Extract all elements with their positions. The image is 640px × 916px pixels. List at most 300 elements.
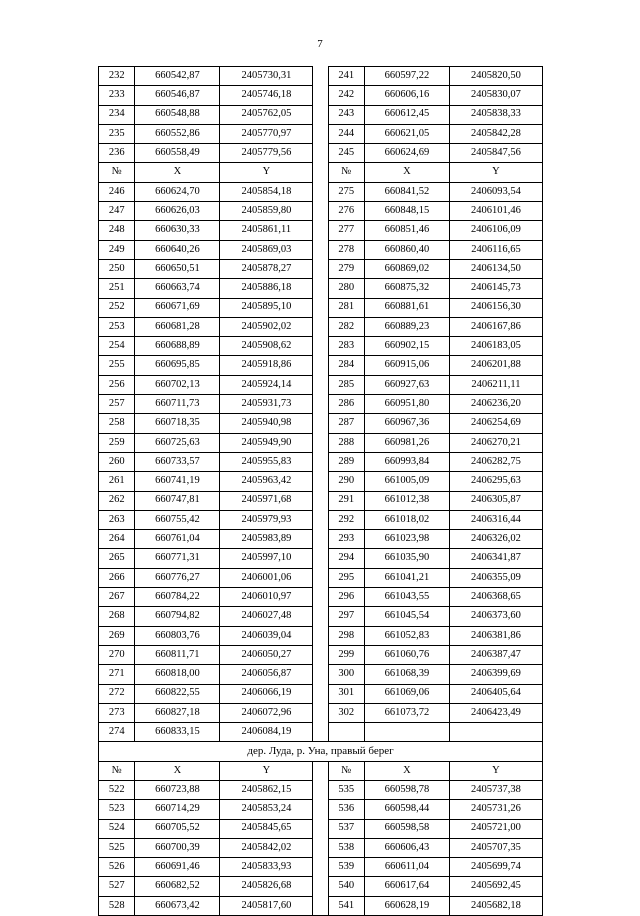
number-header: № xyxy=(99,163,135,182)
x-coordinate-cell: 660681,28 xyxy=(135,317,220,336)
y-coordinate-cell: 2406316,44 xyxy=(449,510,542,529)
table-row xyxy=(99,67,543,86)
x-coordinate-cell: 660598,58 xyxy=(364,819,449,838)
table-row xyxy=(99,800,543,819)
x-coordinate-cell: 660700,39 xyxy=(135,838,220,857)
table-row xyxy=(99,182,543,201)
point-number-cell: 262 xyxy=(99,491,135,510)
point-number-cell: 242 xyxy=(328,86,364,105)
x-coordinate-cell: 661041,21 xyxy=(364,568,449,587)
column-gap xyxy=(313,240,328,259)
point-number-cell: 526 xyxy=(99,858,135,877)
x-coordinate-cell: 660606,16 xyxy=(364,86,449,105)
x-coordinate-cell: 660617,64 xyxy=(364,877,449,896)
y-coordinate-cell: 2406145,73 xyxy=(449,279,542,298)
x-coordinate-cell: 660626,03 xyxy=(135,202,220,221)
point-number-cell: 298 xyxy=(328,626,364,645)
x-coordinate-cell: 660723,88 xyxy=(135,780,220,799)
y-coordinate-cell: 2406368,65 xyxy=(449,588,542,607)
x-coordinate-cell: 660875,32 xyxy=(364,279,449,298)
x-coordinate-cell: 660546,87 xyxy=(135,86,220,105)
x-coordinate-cell: 660671,69 xyxy=(135,298,220,317)
point-number-cell: 276 xyxy=(328,202,364,221)
y-coordinate-cell: 2406027,48 xyxy=(220,607,313,626)
x-coordinate-cell: 660761,04 xyxy=(135,530,220,549)
x-coordinate-cell: 660688,89 xyxy=(135,337,220,356)
column-gap xyxy=(313,645,328,664)
x-coordinate-cell: 660833,15 xyxy=(135,723,220,742)
point-number-cell: 267 xyxy=(99,588,135,607)
table-row xyxy=(99,124,543,143)
x-coordinate-cell: 660889,23 xyxy=(364,317,449,336)
table-row xyxy=(99,588,543,607)
x-coordinate-cell: 661012,38 xyxy=(364,491,449,510)
y-coordinate-cell: 2406101,46 xyxy=(449,202,542,221)
point-number-cell: 301 xyxy=(328,684,364,703)
x-coordinate-cell: 661005,09 xyxy=(364,472,449,491)
column-gap xyxy=(313,67,328,86)
point-number-cell: 278 xyxy=(328,240,364,259)
x-coordinate-cell: 661069,06 xyxy=(364,684,449,703)
table-row xyxy=(99,607,543,626)
x-coordinate-cell: 660776,27 xyxy=(135,568,220,587)
x-coordinate-cell: 660851,46 xyxy=(364,221,449,240)
x-coordinate-cell: 660733,57 xyxy=(135,452,220,471)
x-coordinate-cell: 660624,69 xyxy=(364,144,449,163)
column-gap xyxy=(313,105,328,124)
point-number-cell: 249 xyxy=(99,240,135,259)
table-row xyxy=(99,221,543,240)
table-row xyxy=(99,858,543,877)
point-number-cell: 257 xyxy=(99,395,135,414)
table-row xyxy=(99,530,543,549)
table-row xyxy=(99,626,543,645)
x-coordinate-cell: 660794,82 xyxy=(135,607,220,626)
y-coordinate-cell: 2405692,45 xyxy=(449,877,542,896)
point-number-cell: 527 xyxy=(99,877,135,896)
point-number-cell: 269 xyxy=(99,626,135,645)
y-coordinate-cell: 2406010,97 xyxy=(220,588,313,607)
point-number-cell: 537 xyxy=(328,819,364,838)
point-number-cell: 541 xyxy=(328,896,364,915)
column-gap xyxy=(313,819,328,838)
y-coordinate-cell: 2406423,49 xyxy=(449,703,542,722)
y-coordinate-cell: 2405997,10 xyxy=(220,549,313,568)
x-coordinate-cell: 660624,70 xyxy=(135,182,220,201)
table-row xyxy=(99,337,543,356)
y-coordinate-cell: 2406254,69 xyxy=(449,414,542,433)
y-coordinate-cell: 2405869,03 xyxy=(220,240,313,259)
column-gap xyxy=(313,472,328,491)
y-coordinate-cell: 2406056,87 xyxy=(220,665,313,684)
point-number-cell: 233 xyxy=(99,86,135,105)
x-coordinate-cell: 660803,76 xyxy=(135,626,220,645)
point-number-cell: 255 xyxy=(99,356,135,375)
column-gap xyxy=(313,163,328,182)
point-number-cell: 296 xyxy=(328,588,364,607)
y-coordinate-cell: 2406106,09 xyxy=(449,221,542,240)
column-gap xyxy=(313,86,328,105)
x-coordinate-cell: 660598,78 xyxy=(364,780,449,799)
x-coordinate-cell: 660673,42 xyxy=(135,896,220,915)
point-number-cell: 282 xyxy=(328,317,364,336)
y-coordinate-cell: 2406305,87 xyxy=(449,491,542,510)
point-number-cell: 300 xyxy=(328,665,364,684)
y-coordinate-cell: 2405826,68 xyxy=(220,877,313,896)
point-number-cell: 263 xyxy=(99,510,135,529)
table-row xyxy=(99,356,543,375)
y-coordinate-cell: 2405979,93 xyxy=(220,510,313,529)
column-gap xyxy=(313,433,328,452)
table-row xyxy=(99,703,543,722)
x-coordinate-cell: 660705,52 xyxy=(135,819,220,838)
y-coordinate-cell: 2406405,64 xyxy=(449,684,542,703)
point-number-cell: 275 xyxy=(328,182,364,201)
table-row xyxy=(99,549,543,568)
x-coordinate-cell: 660848,15 xyxy=(364,202,449,221)
table-row xyxy=(99,395,543,414)
y-coordinate-cell: 2406373,60 xyxy=(449,607,542,626)
y-coordinate-cell: 2405859,80 xyxy=(220,202,313,221)
table-row xyxy=(99,240,543,259)
point-number-cell: 234 xyxy=(99,105,135,124)
x-coordinate-cell: 660714,29 xyxy=(135,800,220,819)
x-coordinate-cell: 660621,05 xyxy=(364,124,449,143)
column-gap xyxy=(313,780,328,799)
x-coordinate-cell: 660598,44 xyxy=(364,800,449,819)
y-coordinate-cell: 2405924,14 xyxy=(220,375,313,394)
x-coordinate-cell: 660841,52 xyxy=(364,182,449,201)
y-header: Y xyxy=(220,761,313,780)
x-header: X xyxy=(364,163,449,182)
x-coordinate-cell: 660967,36 xyxy=(364,414,449,433)
point-number-cell: 289 xyxy=(328,452,364,471)
point-number-cell: 271 xyxy=(99,665,135,684)
x-coordinate-cell: 660951,80 xyxy=(364,395,449,414)
x-coordinate-cell: 661052,83 xyxy=(364,626,449,645)
point-number-cell: 261 xyxy=(99,472,135,491)
column-gap xyxy=(313,182,328,201)
y-coordinate-cell: 2406134,50 xyxy=(449,259,542,278)
x-coordinate-cell: 660725,63 xyxy=(135,433,220,452)
point-number-cell: 264 xyxy=(99,530,135,549)
y-coordinate-cell: 2405886,18 xyxy=(220,279,313,298)
x-coordinate-cell: 660881,61 xyxy=(364,298,449,317)
point-number-cell: 297 xyxy=(328,607,364,626)
point-number-cell: 247 xyxy=(99,202,135,221)
x-header: X xyxy=(364,761,449,780)
y-coordinate-cell: 2406295,63 xyxy=(449,472,542,491)
y-coordinate-cell: 2405940,98 xyxy=(220,414,313,433)
table-row xyxy=(99,317,543,336)
x-coordinate-cell: 660691,46 xyxy=(135,858,220,877)
header-row xyxy=(99,761,543,780)
point-number-cell: 272 xyxy=(99,684,135,703)
point-number-cell: 274 xyxy=(99,723,135,742)
column-gap xyxy=(313,491,328,510)
x-coordinate-cell: 660981,26 xyxy=(364,433,449,452)
x-coordinate-cell: 660993,84 xyxy=(364,452,449,471)
column-gap xyxy=(313,588,328,607)
point-number-cell: 528 xyxy=(99,896,135,915)
point-number-cell: 236 xyxy=(99,144,135,163)
point-number-cell: 294 xyxy=(328,549,364,568)
table-row xyxy=(99,819,543,838)
y-coordinate-cell: 2405949,90 xyxy=(220,433,313,452)
point-number-cell: 253 xyxy=(99,317,135,336)
y-coordinate-cell: 2405770,97 xyxy=(220,124,313,143)
point-number-cell: 290 xyxy=(328,472,364,491)
y-coordinate-cell: 2406001,06 xyxy=(220,568,313,587)
column-gap xyxy=(313,549,328,568)
y-coordinate-cell: 2406270,21 xyxy=(449,433,542,452)
column-gap xyxy=(313,877,328,896)
x-coordinate-cell: 661023,98 xyxy=(364,530,449,549)
y-coordinate-cell: 2405878,27 xyxy=(220,259,313,278)
y-coordinate-cell: 2405931,73 xyxy=(220,395,313,414)
point-number-cell: 291 xyxy=(328,491,364,510)
y-coordinate-cell: 2405820,50 xyxy=(449,67,542,86)
point-number-cell: 256 xyxy=(99,375,135,394)
table-row xyxy=(99,723,543,742)
x-coordinate-cell: 660650,51 xyxy=(135,259,220,278)
table-row xyxy=(99,144,543,163)
header-row xyxy=(99,163,543,182)
point-number-cell: 232 xyxy=(99,67,135,86)
column-gap xyxy=(313,221,328,240)
table-row xyxy=(99,568,543,587)
y-coordinate-cell: 2406201,88 xyxy=(449,356,542,375)
column-gap xyxy=(313,395,328,414)
x-coordinate-cell: 660822,55 xyxy=(135,684,220,703)
y-coordinate-cell: 2406282,75 xyxy=(449,452,542,471)
y-coordinate-cell: 2406341,87 xyxy=(449,549,542,568)
y-coordinate-cell: 2405842,28 xyxy=(449,124,542,143)
y-header: Y xyxy=(449,761,542,780)
x-coordinate-cell: 660747,81 xyxy=(135,491,220,510)
point-number-cell: 299 xyxy=(328,645,364,664)
x-coordinate-cell: 661073,72 xyxy=(364,703,449,722)
column-gap xyxy=(313,144,328,163)
point-number-cell: 285 xyxy=(328,375,364,394)
x-coordinate-cell: 660558,49 xyxy=(135,144,220,163)
y-coordinate-cell: 2405963,42 xyxy=(220,472,313,491)
point-number-cell: 286 xyxy=(328,395,364,414)
table-row xyxy=(99,452,543,471)
y-coordinate-cell: 2406236,20 xyxy=(449,395,542,414)
y-coordinate-cell: 2406381,86 xyxy=(449,626,542,645)
column-gap xyxy=(313,414,328,433)
y-coordinate-cell: 2405817,60 xyxy=(220,896,313,915)
x-coordinate-cell: 660548,88 xyxy=(135,105,220,124)
y-coordinate-cell: 2405853,24 xyxy=(220,800,313,819)
y-coordinate-cell: 2405721,00 xyxy=(449,819,542,838)
column-gap xyxy=(313,317,328,336)
x-coordinate-cell: 661018,02 xyxy=(364,510,449,529)
x-coordinate-cell: 660811,71 xyxy=(135,645,220,664)
table-row xyxy=(99,510,543,529)
y-coordinate-cell: 2405854,18 xyxy=(220,182,313,201)
column-gap xyxy=(313,124,328,143)
column-gap xyxy=(313,800,328,819)
y-coordinate-cell: 2405971,68 xyxy=(220,491,313,510)
y-coordinate-cell: 2406093,54 xyxy=(449,182,542,201)
y-coordinate-cell: 2406387,47 xyxy=(449,645,542,664)
x-coordinate-cell: 660869,02 xyxy=(364,259,449,278)
point-number-cell: 540 xyxy=(328,877,364,896)
table-row xyxy=(99,896,543,915)
y-coordinate-cell: 2406183,05 xyxy=(449,337,542,356)
x-coordinate-cell: 661043,55 xyxy=(364,588,449,607)
point-number-cell: 252 xyxy=(99,298,135,317)
column-gap xyxy=(313,530,328,549)
y-coordinate-cell: 2405842,02 xyxy=(220,838,313,857)
x-coordinate-cell: 660755,42 xyxy=(135,510,220,529)
y-coordinate-cell: 2406167,86 xyxy=(449,317,542,336)
y-coordinate-cell: 2405861,11 xyxy=(220,221,313,240)
point-number-cell: 536 xyxy=(328,800,364,819)
point-number-cell: 295 xyxy=(328,568,364,587)
y-coordinate-cell: 2405830,07 xyxy=(449,86,542,105)
y-coordinate-cell xyxy=(449,723,542,742)
section-caption: дер. Луда, р. Уна, правый берег xyxy=(99,742,543,761)
table-row xyxy=(99,298,543,317)
point-number-cell: 287 xyxy=(328,414,364,433)
point-number-cell: 265 xyxy=(99,549,135,568)
point-number-cell: 250 xyxy=(99,259,135,278)
point-number-cell: 283 xyxy=(328,337,364,356)
page-number: 7 xyxy=(317,38,323,50)
y-coordinate-cell: 2405746,18 xyxy=(220,86,313,105)
y-coordinate-cell: 2406066,19 xyxy=(220,684,313,703)
y-coordinate-cell: 2405845,65 xyxy=(220,819,313,838)
number-header: № xyxy=(99,761,135,780)
point-number-cell: 293 xyxy=(328,530,364,549)
table-row xyxy=(99,375,543,394)
x-coordinate-cell: 660663,74 xyxy=(135,279,220,298)
column-gap xyxy=(313,761,328,780)
number-header: № xyxy=(328,163,364,182)
point-number-cell: 280 xyxy=(328,279,364,298)
y-coordinate-cell: 2405895,10 xyxy=(220,298,313,317)
point-number-cell: 254 xyxy=(99,337,135,356)
table-row xyxy=(99,665,543,684)
x-coordinate-cell: 660927,63 xyxy=(364,375,449,394)
column-gap xyxy=(313,703,328,722)
point-number-cell: 284 xyxy=(328,356,364,375)
x-coordinate-cell: 660597,22 xyxy=(364,67,449,86)
y-header: Y xyxy=(220,163,313,182)
point-number-cell: 523 xyxy=(99,800,135,819)
y-coordinate-cell: 2405699,74 xyxy=(449,858,542,877)
x-coordinate-cell: 660915,06 xyxy=(364,356,449,375)
x-coordinate-cell: 660902,15 xyxy=(364,337,449,356)
table-row xyxy=(99,645,543,664)
point-number-cell: 525 xyxy=(99,838,135,857)
column-gap xyxy=(313,838,328,857)
y-coordinate-cell: 2406039,04 xyxy=(220,626,313,645)
x-header: X xyxy=(135,163,220,182)
point-number-cell: 245 xyxy=(328,144,364,163)
x-coordinate-cell: 660827,18 xyxy=(135,703,220,722)
column-gap xyxy=(313,298,328,317)
y-coordinate-cell: 2405762,05 xyxy=(220,105,313,124)
point-number-cell: 524 xyxy=(99,819,135,838)
column-gap xyxy=(313,896,328,915)
column-gap xyxy=(313,375,328,394)
column-gap xyxy=(313,510,328,529)
table-row xyxy=(99,472,543,491)
x-header: X xyxy=(135,761,220,780)
y-coordinate-cell: 2406355,09 xyxy=(449,568,542,587)
y-coordinate-cell: 2405730,31 xyxy=(220,67,313,86)
column-gap xyxy=(313,684,328,703)
point-number-cell: 266 xyxy=(99,568,135,587)
x-coordinate-cell xyxy=(364,723,449,742)
x-coordinate-cell: 660628,19 xyxy=(364,896,449,915)
point-number-cell: 292 xyxy=(328,510,364,529)
point-number-cell: 260 xyxy=(99,452,135,471)
y-coordinate-cell: 2406084,19 xyxy=(220,723,313,742)
y-coordinate-cell: 2406156,30 xyxy=(449,298,542,317)
y-coordinate-cell: 2406072,96 xyxy=(220,703,313,722)
x-coordinate-cell: 660711,73 xyxy=(135,395,220,414)
point-number-cell: 270 xyxy=(99,645,135,664)
y-coordinate-cell: 2405908,62 xyxy=(220,337,313,356)
y-coordinate-cell: 2405779,56 xyxy=(220,144,313,163)
point-number-cell: 244 xyxy=(328,124,364,143)
point-number-cell: 288 xyxy=(328,433,364,452)
x-coordinate-cell: 660640,26 xyxy=(135,240,220,259)
point-number-cell: 538 xyxy=(328,838,364,857)
table-row xyxy=(99,105,543,124)
point-number-cell: 539 xyxy=(328,858,364,877)
point-number-cell: 251 xyxy=(99,279,135,298)
point-number-cell: 268 xyxy=(99,607,135,626)
y-coordinate-cell: 2405902,02 xyxy=(220,317,313,336)
point-number-cell: 281 xyxy=(328,298,364,317)
y-coordinate-cell: 2405833,93 xyxy=(220,858,313,877)
y-coordinate-cell: 2406116,65 xyxy=(449,240,542,259)
table-row xyxy=(99,279,543,298)
point-number-cell: 273 xyxy=(99,703,135,722)
point-number-cell: 277 xyxy=(328,221,364,240)
y-coordinate-cell: 2406326,02 xyxy=(449,530,542,549)
table-row xyxy=(99,491,543,510)
column-gap xyxy=(313,356,328,375)
table-row xyxy=(99,259,543,278)
point-number-cell: 241 xyxy=(328,67,364,86)
x-coordinate-cell: 660695,85 xyxy=(135,356,220,375)
coordinates-table xyxy=(98,66,543,916)
x-coordinate-cell: 660718,35 xyxy=(135,414,220,433)
table-row xyxy=(99,414,543,433)
y-coordinate-cell: 2405983,89 xyxy=(220,530,313,549)
table-row xyxy=(99,684,543,703)
table-row xyxy=(99,86,543,105)
x-coordinate-cell: 660860,40 xyxy=(364,240,449,259)
point-number-cell: 248 xyxy=(99,221,135,240)
table-row xyxy=(99,433,543,452)
column-gap xyxy=(313,279,328,298)
x-coordinate-cell: 660542,87 xyxy=(135,67,220,86)
y-coordinate-cell: 2406050,27 xyxy=(220,645,313,664)
column-gap xyxy=(313,202,328,221)
column-gap xyxy=(313,337,328,356)
table-row xyxy=(99,838,543,857)
x-coordinate-cell: 660682,52 xyxy=(135,877,220,896)
y-coordinate-cell: 2405838,33 xyxy=(449,105,542,124)
